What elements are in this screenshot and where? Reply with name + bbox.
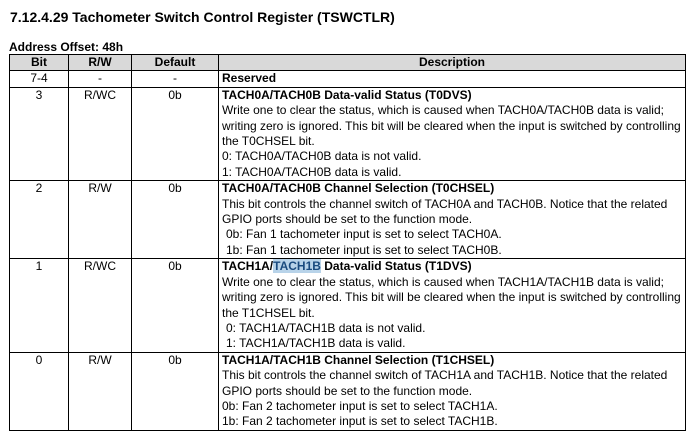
description-cell: [219, 87, 686, 180]
bit-cell: 3: [10, 87, 69, 180]
table-row: [10, 87, 686, 180]
description-cell: [219, 352, 686, 430]
description-cell: [219, 71, 686, 87]
field-option-1: 1b: Fan 1 tachometer input is set to select TACH0B.: [226, 242, 502, 257]
table-row: [10, 181, 686, 259]
rw-cell: R/W: [69, 181, 132, 259]
field-option-0: 0b: Fan 2 tachometer input is set to select TACH1A.: [222, 398, 498, 413]
col-header-description: Description: [219, 55, 686, 71]
bit-cell: 7-4: [10, 71, 69, 87]
field-title: [222, 259, 682, 274]
field-description: This bit controls the channel switch of TACH1A and TACH1B. Notice that the related GPIO ports should be set to the function mode.: [222, 368, 668, 398]
field-option-1: 1: TACH1A/TACH1B data is valid.: [226, 336, 406, 351]
field-title: TACH0A/TACH0B Channel Selection (T0CHSEL): [222, 181, 495, 196]
selected-text-highlight[interactable]: TACH1B: [273, 259, 321, 274]
field-title: TACH0A/TACH0B Data-valid Status (T0DVS): [222, 87, 472, 102]
default-cell: 0b: [132, 259, 219, 352]
field-option-0: 0: TACH1A/TACH1B data is not valid.: [226, 320, 426, 335]
default-cell: -: [132, 71, 219, 87]
field-option-1: 1: TACH0A/TACH0B data is valid.: [222, 164, 402, 179]
table-row: [10, 259, 686, 352]
field-description: Write one to clear the status, which is caused when TACH0A/TACH0B data is valid; writing zero is ignored. This bit will be cleared when the input is switched by controlling the T0CHSEL bit.: [222, 103, 681, 149]
rw-cell: R/WC: [69, 259, 132, 352]
field-title: Reserved: [222, 71, 277, 86]
default-cell: 0b: [132, 352, 219, 430]
field-option-0: 0: TACH0A/TACH0B data is not valid.: [222, 149, 422, 164]
field-option-0: 0b: Fan 1 tachometer input is set to select TACH0A.: [226, 227, 502, 242]
rw-cell: -: [69, 71, 132, 87]
rw-cell: R/W: [69, 352, 132, 430]
bit-cell: 1: [10, 259, 69, 352]
table-row: [10, 352, 686, 430]
header-row: [10, 55, 686, 71]
col-header-rw: R/W: [69, 55, 132, 71]
field-description: This bit controls the channel switch of TACH0A and TACH0B. Notice that the related GPIO ports should be set to the function mode.: [222, 196, 668, 227]
col-header-bit: Bit: [10, 55, 69, 71]
default-cell: 0b: [132, 87, 219, 180]
rw-cell: R/WC: [69, 87, 132, 180]
table-row: [10, 71, 686, 87]
register-table: [9, 54, 686, 431]
bit-cell: 0: [10, 352, 69, 430]
field-title-part: TACH1A/: [222, 259, 274, 274]
field-title-part: Data-valid Status (T1DVS): [320, 259, 472, 274]
address-offset: Address Offset: 48h: [9, 40, 124, 54]
col-header-default: Default: [132, 55, 219, 71]
description-cell: [219, 259, 686, 352]
field-title: TACH1A/TACH1B Channel Selection (T1CHSEL): [222, 352, 495, 367]
field-description: Write one to clear the status, which is caused when TACH1A/TACH1B data is valid; writing zero is ignored. This bit will be cleared when the input is switched by controlling the T1CHSEL bit.: [222, 274, 681, 320]
description-cell: [219, 181, 686, 259]
bit-cell: 2: [10, 181, 69, 259]
default-cell: 0b: [132, 181, 219, 259]
section-title: 7.12.4.29 Tachometer Switch Control Register (TSWCTLR): [10, 9, 395, 25]
field-option-1: 1b: Fan 2 tachometer input is set to select TACH1B.: [222, 414, 498, 429]
